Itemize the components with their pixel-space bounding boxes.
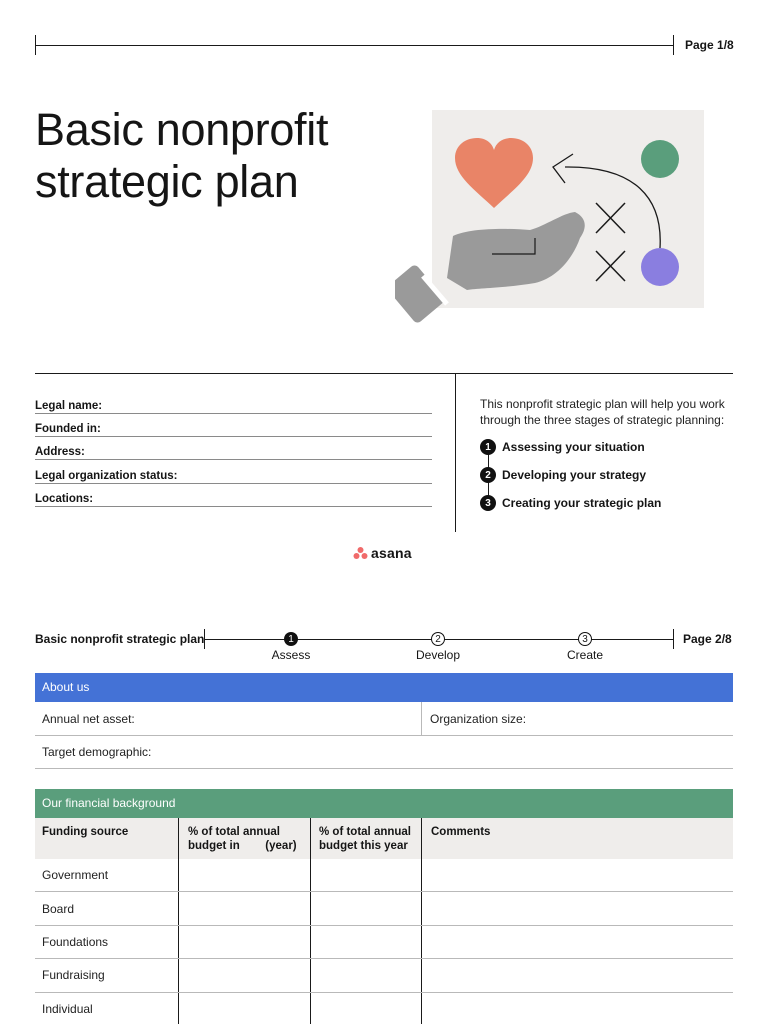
asana-dots-icon [353, 546, 368, 560]
column-funding-source: Funding source [42, 826, 129, 838]
table-column-divider [310, 818, 311, 1024]
step-2 [480, 467, 646, 483]
progress-step-create-label: Create [566, 648, 604, 662]
step-label: Creating your strategic plan [502, 496, 662, 510]
step-number: 1 [480, 439, 496, 455]
organization-size-field[interactable]: Organization size: [430, 712, 527, 726]
page2-number: Page 2/8 [683, 632, 732, 646]
about-bottom-divider [35, 768, 733, 769]
asana-logo-text: asana [371, 545, 412, 561]
page-title-line1: Basic nonprofit [35, 104, 329, 155]
page1-number: Page 1/8 [685, 38, 734, 52]
column-budget-this-year: % of total annual budget this year [319, 826, 411, 852]
table-row-fundraising: Fundraising [42, 968, 105, 982]
annual-net-asset-field[interactable]: Annual net asset: [42, 712, 135, 726]
progress-rule-right-tick [673, 629, 674, 649]
column-comments: Comments [431, 826, 491, 838]
progress-step-create-marker: 3 [578, 632, 592, 646]
table-row-divider [35, 891, 733, 892]
financial-background-header: Our financial background [35, 789, 733, 818]
table-row-foundations: Foundations [42, 935, 109, 949]
hero-illustration [395, 108, 707, 324]
step-number: 2 [480, 467, 496, 483]
about-column-divider [421, 702, 422, 735]
table-row-government: Government [42, 868, 109, 882]
table-row-divider [35, 958, 733, 959]
address-field[interactable]: Address: [35, 438, 432, 460]
target-demographic-field[interactable]: Target demographic: [42, 745, 152, 759]
progress-step-assess-label: Assess [271, 648, 311, 662]
table-row-board: Board [42, 902, 75, 916]
info-column-divider [455, 373, 456, 532]
table-row-divider [35, 925, 733, 926]
legal-name-field[interactable]: Legal name: [35, 392, 432, 414]
column-budget-in-year: % of total annual budget in (year) [188, 826, 297, 852]
doc-title: Basic nonprofit strategic plan [35, 632, 205, 646]
founded-in-field[interactable]: Founded in: [35, 415, 432, 437]
table-column-divider [178, 818, 179, 1024]
table-row-divider [35, 992, 733, 993]
table-row-individual: Individual [42, 1002, 93, 1016]
page1-rule-left-tick [35, 35, 36, 55]
step-1 [480, 439, 645, 455]
info-divider [35, 373, 733, 374]
page1-rule-right-tick [673, 35, 674, 55]
table-column-divider [421, 818, 422, 1024]
page-title-line2: strategic plan [35, 156, 299, 207]
step-label: Developing your strategy [502, 468, 647, 482]
step-label: Assessing your situation [502, 440, 645, 454]
about-row-divider [35, 735, 733, 736]
page1-rule [35, 45, 673, 46]
purple-circle-icon [641, 248, 679, 286]
step-3 [480, 495, 661, 511]
intro-text: This nonprofit strategic plan will help you work through the three stages of strategic planning: [480, 397, 725, 427]
green-circle-icon [641, 140, 679, 178]
page-title [35, 104, 328, 208]
locations-field[interactable]: Locations: [35, 485, 432, 507]
step-number: 3 [480, 495, 496, 511]
progress-step-develop-label: Develop [415, 648, 461, 662]
about-us-header: About us [35, 673, 733, 702]
progress-step-assess-marker: 1 [284, 632, 298, 646]
legal-organization-status-field[interactable]: Legal organization status: [35, 462, 432, 484]
asana-logo [353, 545, 412, 561]
progress-rule-left-tick [204, 629, 205, 649]
progress-step-develop-marker: 2 [431, 632, 445, 646]
